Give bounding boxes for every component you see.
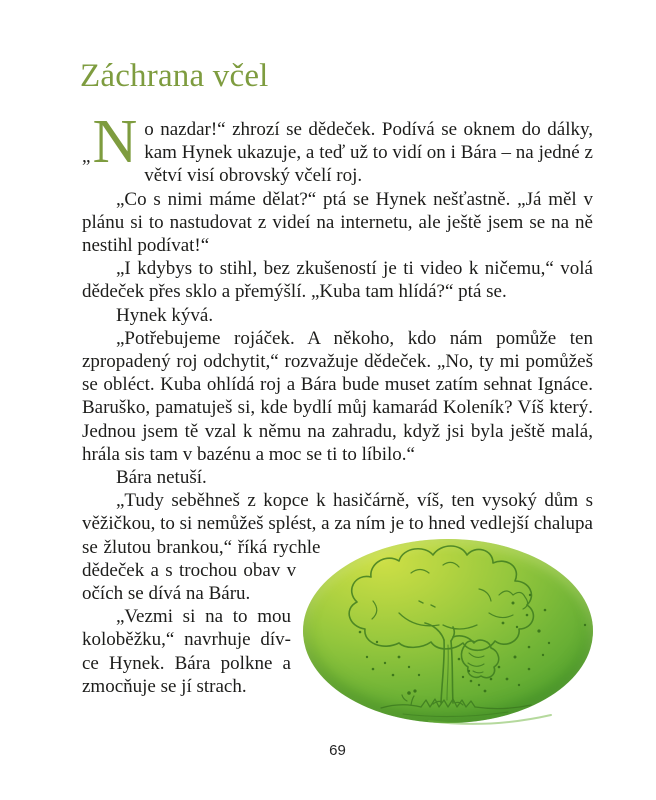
- paragraph-6: Bára netuší.: [116, 467, 207, 489]
- paragraph-7-text-a: „Tudy seběhneš z kopce k hasičárně, víš, ten vysoký dům s věžičkou, to si nemůžeš splést, a za ním: [82, 490, 593, 535]
- paragraph-3: „I kdybys to stihl, bez zkušeností je ti video k ničemu,“ volá dědeček přes sklo a přemýšlí. „Kuba tam hlídá?“ ptá se.: [82, 258, 593, 303]
- bee-dots: [359, 593, 586, 694]
- paragraph-4: Hynek kývá.: [116, 304, 214, 326]
- story-text: [82, 108, 593, 698]
- chapter-title: Záchrana včel: [80, 58, 269, 94]
- drop-cap: [82, 108, 138, 176]
- paragraph-8: „Vezmi si na to mou koloběžku,“ navrhuje dívce Hynek. Bára polkne a zmocňuje se jí strach.: [82, 606, 291, 697]
- paragraph-1: [82, 108, 593, 188]
- page-number: 69: [329, 742, 346, 759]
- paragraph-7-text-b: je to hned vedlejší chalupa se žlutou brankou,“ říká rychle dědeček a s trochou obav v očích se dívá na Báru.: [82, 513, 593, 605]
- drop-cap-letter: N: [92, 108, 138, 176]
- opening-quote: „: [82, 146, 91, 167]
- paragraph-1-text: o nazdar!“ zhrozí se dědeček. Podívá se oknem do dálky, kam Hynek ukazuje, a teď už to vidí on i Bára – na jedné z větví visí obrovský včelí roj.: [144, 119, 593, 187]
- paragraph-2: „Co s nimi máme dělat?“ ptá se Hynek nešťastně. „Já měl v plánu si to nastudovat z videí na internetu, ale ještě jsem se na ně nestihl podívat!“: [82, 188, 593, 257]
- tree-sketch-drawing: [303, 539, 593, 731]
- paragraph-5: „Potřebujeme rojáček. A někoho, kdo nám pomůže ten zpropadený roj odchytit,“ rozvažuje dědeček. „No, ty mi pomůžeš se obléct. Kuba ohlídá roj a Bára bude muset zatím sehnat Ignáce. Baruško, pamatuješ si, kde bydlí můj kamarád Koleník? Víš který. Jednou jsem tě vzal k němu na zahradu, když jsi byla ještě malá, hrála sis tam v bazénu a moc se ti to líbilo.“: [82, 327, 593, 465]
- paragraph-7: [82, 489, 593, 605]
- text-column: [82, 58, 593, 723]
- illustration-tree-bee-swarm: [303, 539, 593, 723]
